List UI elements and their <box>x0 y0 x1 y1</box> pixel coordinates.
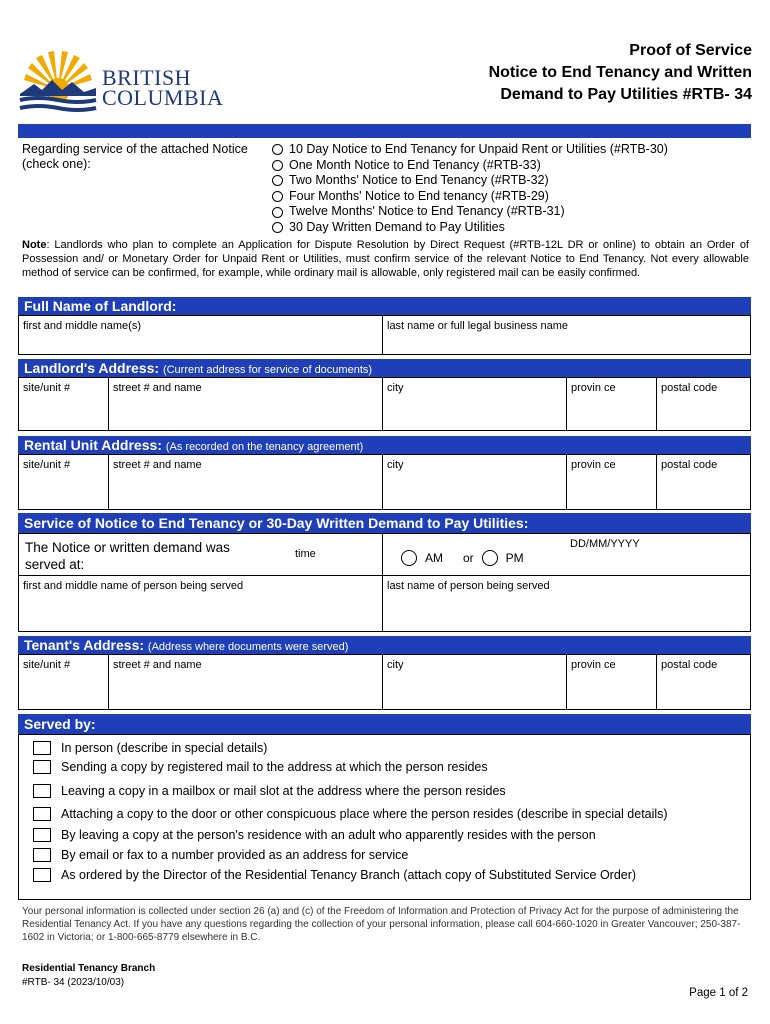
tenant-street-field[interactable]: street # and name <box>108 655 382 709</box>
date-field[interactable]: DD/MM/YYYY <box>570 538 640 550</box>
checkbox[interactable] <box>33 760 51 774</box>
section-served-by: Served by: <box>18 714 751 734</box>
radio-button[interactable] <box>272 175 283 186</box>
section-landlord-address: Landlord's Address: (Current address for service of documents) <box>18 359 751 377</box>
notice-option[interactable]: 10 Day Notice to End Tenancy for Unpaid Rent or Utilities (#RTB-30) <box>272 142 668 158</box>
checkbox[interactable] <box>33 784 51 798</box>
served-at-label: The Notice or written demand was served at: <box>25 540 230 572</box>
footer-branch: Residential Tenancy Branch <box>22 963 156 974</box>
section-rental-address: Rental Unit Address: (As recorded on the tenancy agreement) <box>18 436 751 454</box>
section-tenant-address: Tenant's Address: (Address where documents were served) <box>18 636 751 654</box>
title-line-3: Demand to Pay Utilities #RTB- 34 <box>500 86 752 103</box>
section-service: Service of Notice to End Tenancy or 30-Day Written Demand to Pay Utilities: <box>18 513 751 533</box>
notice-select-label: Regarding service of the attached Notice (check one): <box>22 142 248 171</box>
landlord-name-box <box>18 315 751 355</box>
served-first-name-field[interactable]: first and middle name of person being served <box>23 580 244 592</box>
landlord-postal-field[interactable]: postal code <box>656 378 750 430</box>
rental-city-field[interactable]: city <box>382 455 566 509</box>
tenant-province-field[interactable]: provin ce <box>566 655 656 709</box>
tenant-city-field[interactable]: city <box>382 655 566 709</box>
checkbox[interactable] <box>33 868 51 882</box>
radio-button[interactable] <box>272 191 283 202</box>
or-label: or <box>463 551 474 565</box>
notice-option[interactable]: 30 Day Written Demand to Pay Utilities <box>272 220 668 236</box>
time-label: time <box>295 548 316 560</box>
served-by-option[interactable]: Leaving a copy in a mailbox or mail slot at the address where the person resides <box>33 784 506 798</box>
tenant-address-box <box>18 654 751 710</box>
served-by-option[interactable]: In person (describe in special details) <box>33 741 267 755</box>
footer-form-id: #RTB- 34 (2023/10/03) <box>22 977 125 988</box>
bc-sun-icon <box>18 50 98 116</box>
privacy-notice: Your personal information is collected under section 26 (a) and (c) of the Freedom of Information and Protection of Privacy Act for the purpose of administering the Residential Tenancy Act. If you have any questions regarding the collection of your personal information, please call 604-660-1020 in Greater Vancouver; 250-387-1602 in Victoria; or 1-800-665-8779 elsewhere in B.C. <box>22 906 741 943</box>
bc-logo <box>18 50 223 116</box>
served-by-option[interactable]: Sending a copy by registered mail to the address at which the person resides <box>33 760 488 774</box>
am-label: AM <box>425 551 443 565</box>
pm-label: PM <box>505 551 524 565</box>
served-by-option[interactable]: By leaving a copy at the person's residence with an adult who apparently resides with the person <box>33 828 596 842</box>
section-landlord-name: Full Name of Landlord: <box>18 297 751 315</box>
served-at-cell <box>19 534 382 575</box>
notice-option[interactable]: Twelve Months' Notice to End Tenancy (#RTB-31) <box>272 204 668 220</box>
landlord-city-field[interactable]: city <box>382 378 566 430</box>
radio-button[interactable] <box>272 144 283 155</box>
radio-button[interactable] <box>272 222 283 233</box>
landlord-province-field[interactable]: provin ce <box>566 378 656 430</box>
landlord-site-field[interactable]: site/unit # <box>23 382 71 394</box>
header-divider-bar <box>18 124 751 138</box>
served-person-box <box>18 576 751 632</box>
am-radio[interactable] <box>401 550 417 566</box>
title-line-2: Notice to End Tenancy and Written <box>488 64 752 81</box>
tenant-site-field[interactable]: site/unit # <box>23 659 71 671</box>
am-pm-cell <box>382 534 566 575</box>
notice-option[interactable]: Two Months' Notice to End Tenancy (#RTB-32) <box>272 173 668 189</box>
page-number: Page 1 of 2 <box>689 987 748 999</box>
notice-option[interactable]: Four Months' Notice to End tenancy (#RTB-29) <box>272 189 668 205</box>
service-datetime-box <box>18 533 751 576</box>
landlord-last-name-field[interactable]: last name or full legal business name <box>382 316 750 354</box>
landlord-address-box <box>18 377 751 431</box>
tenant-postal-field[interactable]: postal code <box>656 655 750 709</box>
served-by-option[interactable]: Attaching a copy to the door or other conspicuous place where the person resides (describe in special details) <box>33 807 668 821</box>
logo-text-columbia: COLUMBIA <box>102 85 224 110</box>
checkbox[interactable] <box>33 828 51 842</box>
notice-options <box>272 142 668 236</box>
served-by-option[interactable]: By email or fax to a number provided as an address for service <box>33 848 408 862</box>
logo-text-british: BRITISH <box>102 65 192 90</box>
radio-button[interactable] <box>272 160 283 171</box>
rental-street-field[interactable]: street # and name <box>108 455 382 509</box>
checkbox[interactable] <box>33 807 51 821</box>
notice-option[interactable]: One Month Notice to End Tenancy (#RTB-33) <box>272 158 668 174</box>
rental-address-box <box>18 454 751 510</box>
rental-province-field[interactable]: provin ce <box>566 455 656 509</box>
landlord-street-field[interactable]: street # and name <box>108 378 382 430</box>
note-label: Note <box>22 239 47 251</box>
landlord-first-name-field[interactable]: first and middle name(s) <box>23 320 141 332</box>
rental-site-field[interactable]: site/unit # <box>23 459 71 471</box>
note-paragraph <box>22 238 749 280</box>
radio-button[interactable] <box>272 207 283 218</box>
pm-radio[interactable] <box>482 550 498 566</box>
rental-postal-field[interactable]: postal code <box>656 455 750 509</box>
form-title <box>489 40 752 106</box>
checkbox[interactable] <box>33 741 51 755</box>
note-text: : Landlords who plan to complete an Application for Dispute Resolution by Direct Request (#RTB-12L DR or online) to obtain an Order of Possession and/ or Monetary Order for Unpaid Rent or Utilities, must confirm service of the relevant Notice to End Tenancy. Not every allowable method of service can be confirmed, for example, while ordinary mail is allowable, only registered mail can be easily confirmed. <box>22 239 749 279</box>
served-by-box <box>18 734 751 900</box>
served-last-name-field[interactable]: last name of person being served <box>382 576 750 631</box>
checkbox[interactable] <box>33 848 51 862</box>
served-by-option[interactable]: As ordered by the Director of the Residential Tenancy Branch (attach copy of Substituted Service Order) <box>33 868 636 882</box>
title-line-1: Proof of Service <box>629 42 752 59</box>
